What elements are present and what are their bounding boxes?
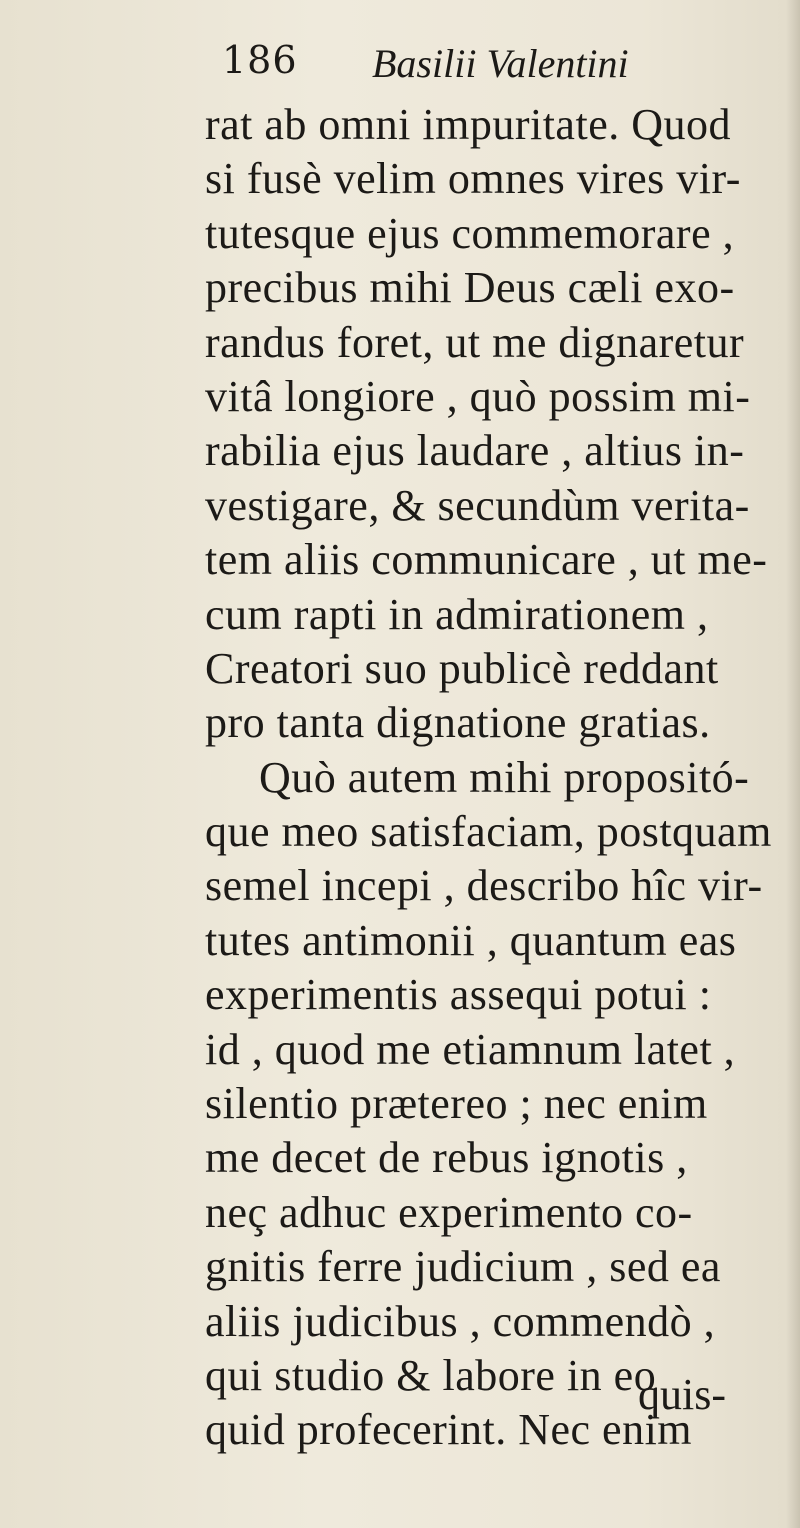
page-edge-shadow — [786, 0, 800, 1528]
text-line: tem aliis communicare , ut me- — [205, 535, 768, 585]
running-title: Basilii Valentini — [372, 41, 629, 86]
text-line: si fusè velim omnes vires vir- — [205, 154, 741, 204]
text-line: experimentis assequi potui : — [205, 970, 712, 1020]
text-line: qui studio & labore in eo — [205, 1350, 657, 1400]
text-line: neç adhuc experimento co- — [205, 1187, 693, 1237]
text-line: vitâ longiore , quò possim mi- — [205, 371, 751, 421]
page-number: 186 — [222, 38, 298, 82]
text-line: precibus mihi Deus cæli exo- — [205, 263, 735, 313]
text-line: pro tanta dignatione gratias. — [205, 698, 711, 748]
text-line: id , quod me etiamnum latet , — [205, 1024, 736, 1074]
body-text — [205, 98, 772, 1458]
text-line: que meo satisfaciam, postquam — [205, 807, 772, 857]
text-line: Creatori suo publicè reddant — [205, 643, 719, 693]
page-header — [222, 38, 742, 98]
text-line: cum rapti in admirationem , — [205, 589, 709, 639]
text-line: tutes antimonii , quantum eas — [205, 915, 737, 965]
text-line: randus foret, ut me dignaretur — [205, 317, 745, 367]
text-line: semel incepi , describo hîc vir- — [205, 861, 763, 911]
catchword: quis- — [638, 1370, 726, 1419]
text-line: gnitis ferre judicium , sed ea — [205, 1242, 721, 1292]
text-line: me decet de rebus ignotis , — [205, 1133, 688, 1183]
text-line: quid profecerint. Nec enim — [205, 1405, 693, 1455]
text-line: silentio prætereo ; nec enim — [205, 1079, 708, 1129]
text-line: rat ab omni impuritate. Quod — [205, 100, 731, 149]
paragraph-start-line: Quò autem mihi propositó- — [259, 752, 750, 802]
text-line: vestigare, & secundùm verita- — [205, 480, 750, 530]
text-line: aliis judicibus , commendò , — [205, 1296, 716, 1346]
text-line: rabilia ejus laudare , altius in- — [205, 426, 745, 476]
text-line: tutesque ejus commemorare , — [205, 208, 735, 258]
